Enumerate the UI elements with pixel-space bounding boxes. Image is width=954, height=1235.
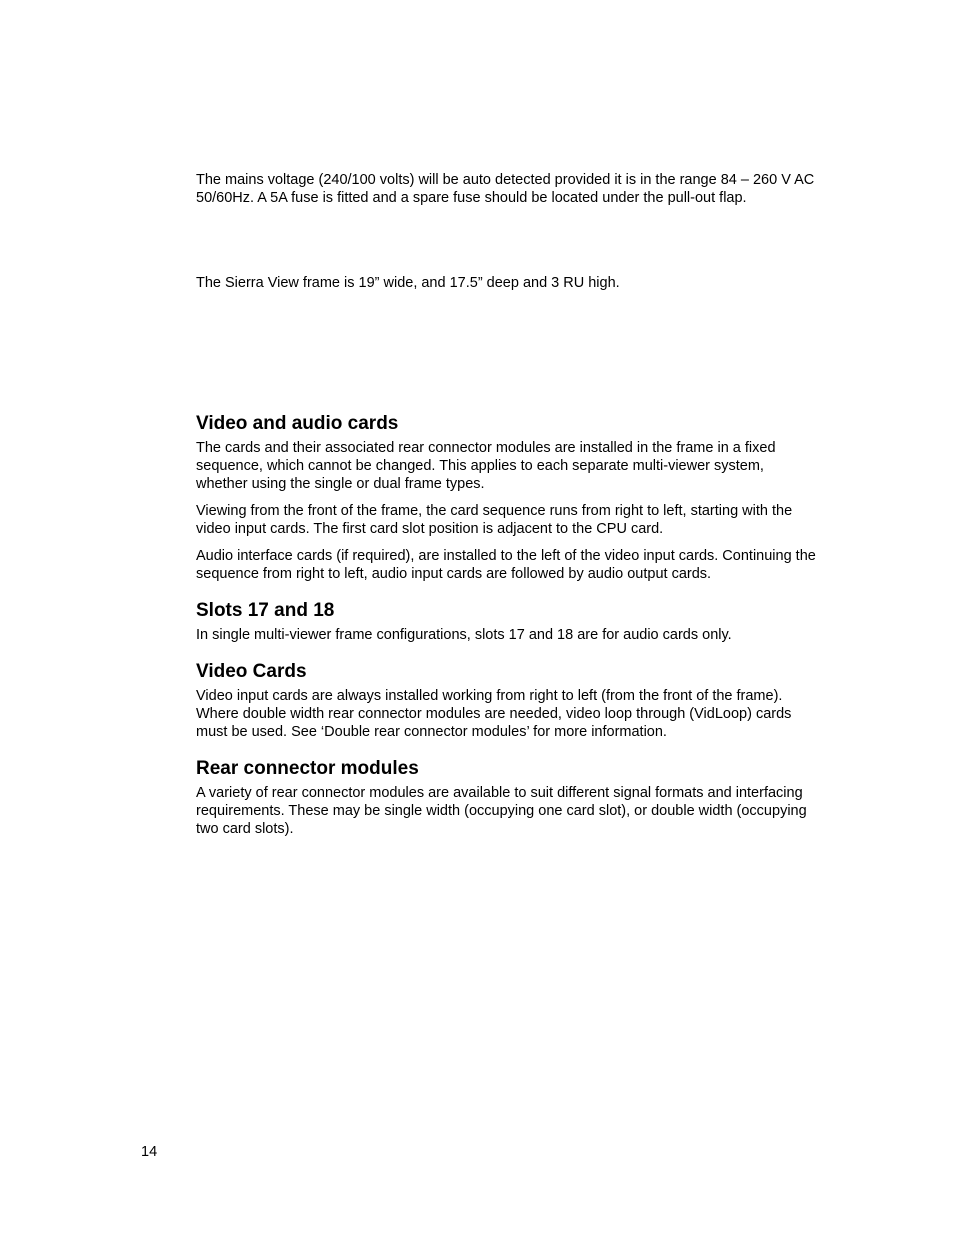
section-video-and-audio-cards [196, 413, 818, 583]
section-video-cards [196, 661, 818, 741]
section-heading: Video and audio cards [196, 413, 399, 434]
section-rear-connector-modules [196, 758, 818, 838]
section-heading: Rear connector modules [196, 758, 419, 779]
section-heading: Slots 17 and 18 [196, 600, 335, 621]
section-heading: Video Cards [196, 661, 307, 682]
frame-size-paragraph-block [196, 274, 818, 292]
section-paragraph: The cards and their associated rear connector modules are installed in the frame in a fixed sequence, which cannot be changed. This applies to each separate multi-viewer system, whether using the single or dual frame types. [196, 440, 776, 492]
section-slots-17-and-18 [196, 600, 818, 644]
section-paragraph: Viewing from the front of the frame, the card sequence runs from right to left, starting with the video input cards. The first card slot position is adjacent to the CPU card. [196, 503, 793, 537]
section-paragraph: A variety of rear connector modules are available to suit different signal formats and interfacing requirements. These may be single width (occupying one card slot), or double width (occupying two card slots). [196, 785, 807, 837]
page-number: 14 [141, 1144, 158, 1160]
mains-voltage-paragraph-block [196, 171, 818, 207]
section-paragraph: Video input cards are always installed working from right to left (from the front of the frame). Where double width rear connector modules are needed, video loop through (VidLoop) cards must be used. See ‘Double rear connector modules’ for more information. [196, 688, 792, 740]
mains-voltage-paragraph: The mains voltage (240/100 volts) will be auto detected provided it is in the range 84 – 260 V AC 50/60Hz. A 5A fuse is fitted and a spare fuse should be located under the pull-out flap. [196, 172, 815, 206]
section-paragraph: In single multi-viewer frame configurations, slots 17 and 18 are for audio cards only. [196, 627, 732, 643]
main-content [196, 413, 818, 838]
frame-size-paragraph: The Sierra View frame is 19” wide, and 17.5” deep and 3 RU high. [196, 275, 620, 291]
section-paragraph: Audio interface cards (if required), are installed to the left of the video input cards. Continuing the sequence from right to left, audio input cards are followed by audio output cards. [196, 548, 816, 582]
